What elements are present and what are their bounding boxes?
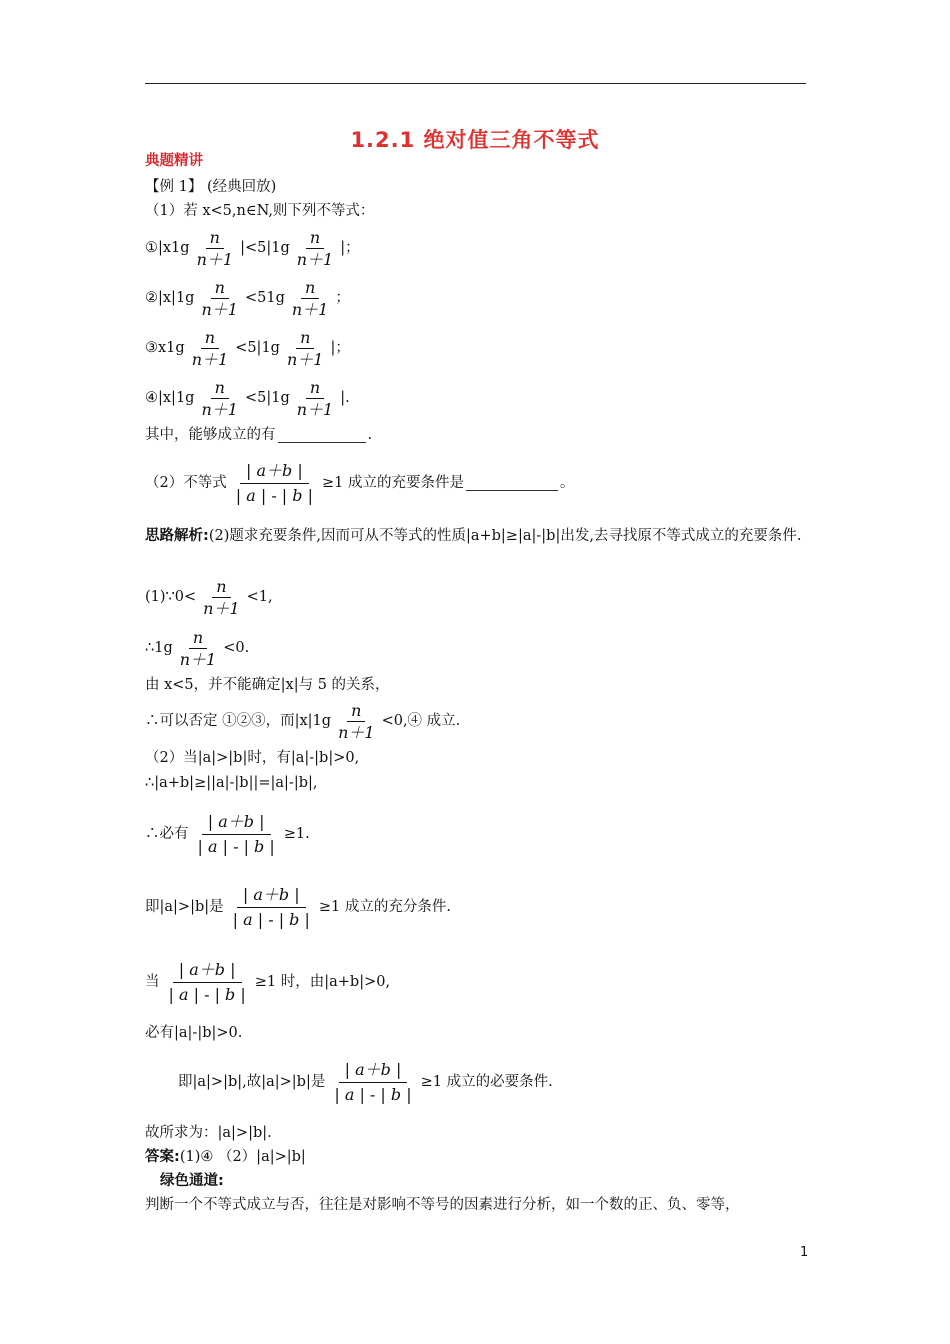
fraction-numerator: | a＋b | (202, 810, 271, 835)
fraction-n-over-n1 (197, 277, 242, 320)
option-4 (145, 376, 350, 420)
fraction-denominator: n＋1 (201, 399, 238, 419)
solution-line-1 (145, 575, 273, 619)
fraction-denominator: n＋1 (201, 299, 238, 319)
option-1-mid: |<5|1g (240, 240, 290, 256)
answer-blank (466, 476, 558, 491)
solution-line-7 (145, 808, 310, 860)
page-title: 1.2.1 绝对值三角不等式 (350, 128, 600, 152)
solution-line-7-pre: ∴必有 (145, 826, 189, 842)
fraction-numerator: n (301, 277, 319, 299)
fraction-numerator: n (211, 377, 229, 399)
fraction-denominator: n＋1 (196, 249, 234, 269)
question-1-ask (145, 425, 372, 445)
fraction-denominator: n＋1 (338, 722, 375, 742)
fraction-denominator: n＋1 (191, 349, 229, 369)
fraction-numerator: | a＋b | (173, 958, 242, 983)
analysis-paragraph (145, 524, 807, 548)
option-2 (145, 276, 350, 320)
fraction-n-over-n1 (197, 377, 242, 420)
question-2-end: 。 (559, 475, 575, 491)
option-2-post: ； (335, 290, 350, 306)
fraction-denominator: n＋1 (286, 349, 324, 369)
solution-line-10: 必有|a|-|b|>0. (145, 1025, 243, 1041)
option-4-post: |. (340, 390, 350, 406)
solution-line-9 (145, 956, 390, 1008)
fraction-abs-a-plus-b (227, 883, 316, 932)
solution-line-7-post: ≥1. (283, 826, 310, 842)
green-channel-label: 绿色通道: (160, 1173, 224, 1189)
fraction-n-over-n1 (193, 227, 238, 270)
fraction-numerator: | a＋b | (240, 459, 309, 484)
fraction-n-over-n1 (188, 327, 233, 370)
answer-label: 答案: (145, 1149, 180, 1165)
fraction-numerator: n (211, 277, 229, 299)
option-3-pre: ③x1g (145, 340, 185, 356)
example-label: 【例 1】 (经典回放) (145, 179, 277, 195)
fraction-abs-a-plus-b (230, 459, 319, 508)
fraction-numerator: n (206, 227, 224, 249)
fraction-n-over-n1 (293, 227, 338, 270)
fraction-denominator: | a | - | b | (235, 485, 313, 505)
solution-line-3: 由 x<5，并不能确定|x|与 5 的关系， (145, 677, 390, 693)
solution-line-11-pre: 即|a|>|b|,故|a|>|b|是 (178, 1074, 326, 1090)
fraction-denominator: n＋1 (296, 249, 334, 269)
fraction-numerator: n (347, 700, 365, 722)
option-2-mid: <51g (244, 290, 285, 306)
question-2 (145, 456, 574, 510)
question-2-pre: （2）不等式 (145, 475, 227, 491)
fraction-n-over-n1 (288, 277, 333, 320)
fraction-n-over-n1 (293, 377, 338, 420)
section-heading: 典题精讲 (145, 153, 203, 169)
fraction-abs-a-plus-b (328, 1058, 417, 1107)
fraction-numerator: | a＋b | (339, 1058, 408, 1083)
fraction-denominator: n＋1 (203, 598, 240, 618)
option-3-mid: <5|1g (235, 340, 280, 356)
solution-line-9-pre: 当 (145, 974, 160, 990)
fraction-n-over-n1 (283, 327, 328, 370)
fraction-numerator: n (306, 377, 324, 399)
fraction-numerator: | a＋b | (237, 883, 306, 908)
fraction-numerator: n (212, 576, 230, 598)
question-1-ask-text: 其中，能够成立的有 (145, 427, 276, 443)
question-1-intro: （1）若 x<5,n∈N,则下列不等式： (145, 203, 375, 219)
question-2-post: ≥1 成立的充要条件是 (322, 475, 464, 491)
answer-blank (278, 428, 366, 443)
green-channel-text: 判断一个不等式成立与否，往往是对影响不等号的因素进行分析，如一个数的正、负、零等， (145, 1197, 740, 1213)
fraction-n-over-n1 (176, 627, 221, 670)
solution-line-6: ∴|a+b|≥||a|-|b||=|a|-|b|, (145, 775, 318, 791)
fraction-numerator: n (306, 227, 324, 249)
question-1-ask-end: . (367, 427, 373, 443)
solution-line-4-pre: ∴可以否定 ①②③，而|x|1g (145, 713, 332, 729)
fraction-numerator: n (189, 627, 207, 649)
analysis-label: 思路解析: (145, 528, 209, 544)
fraction-numerator: n (201, 327, 219, 349)
fraction-denominator: | a | - | b | (168, 984, 246, 1004)
option-3-post: |； (330, 340, 350, 356)
solution-line-8-post: ≥1 成立的充分条件. (318, 899, 451, 915)
answer-line (145, 1147, 306, 1167)
fraction-abs-a-plus-b (163, 958, 252, 1007)
option-1 (145, 226, 360, 270)
solution-line-2 (145, 626, 249, 670)
fraction-n-over-n1 (334, 700, 379, 743)
solution-line-8-pre: 即|a|>|b|是 (145, 899, 224, 915)
option-1-pre: ①|x1g (145, 240, 190, 256)
analysis-text: (2)题求充要条件,因而可从不等式的性质|a+b|≥|a|-|b|出发,去寻找原不等式成立的充要条件. (208, 528, 802, 544)
solution-line-4-post: <0,④ 成立. (381, 713, 461, 729)
answer-text: (1)④ （2）|a|>|b| (179, 1149, 306, 1165)
option-4-mid: <5|1g (244, 390, 290, 406)
fraction-denominator: | a | - | b | (232, 909, 310, 929)
fraction-abs-a-plus-b (192, 810, 281, 859)
solution-line-1-pre: (1)∵0< (145, 589, 197, 605)
fraction-denominator: n＋1 (291, 299, 329, 319)
solution-line-9-post: ≥1 时，由|a+b|>0, (254, 974, 391, 990)
option-2-pre: ②|x|1g (145, 290, 195, 306)
header-rule (145, 83, 806, 84)
option-4-pre: ④|x|1g (145, 390, 195, 406)
solution-line-11 (178, 1056, 553, 1108)
solution-line-12: 故所求为：|a|>|b|. (145, 1125, 272, 1141)
solution-line-2-post: <0. (223, 640, 250, 656)
page-number: 1 (800, 1245, 809, 1260)
fraction-denominator: n＋1 (179, 649, 217, 669)
solution-line-2-pre: ∴1g (145, 640, 173, 656)
solution-line-8 (145, 881, 451, 933)
solution-line-5: （2）当|a|>|b|时，有|a|-|b|>0, (145, 750, 360, 766)
fraction-denominator: | a | - | b | (197, 836, 275, 856)
solution-line-11-post: ≥1 成立的必要条件. (420, 1074, 553, 1090)
solution-line-1-post: <1, (246, 589, 273, 605)
fraction-numerator: n (296, 327, 314, 349)
fraction-denominator: | a | - | b | (334, 1084, 412, 1104)
option-1-post: |； (340, 240, 360, 256)
fraction-denominator: n＋1 (296, 399, 334, 419)
solution-line-4 (145, 699, 460, 743)
fraction-n-over-n1 (199, 576, 244, 619)
option-3 (145, 326, 350, 370)
